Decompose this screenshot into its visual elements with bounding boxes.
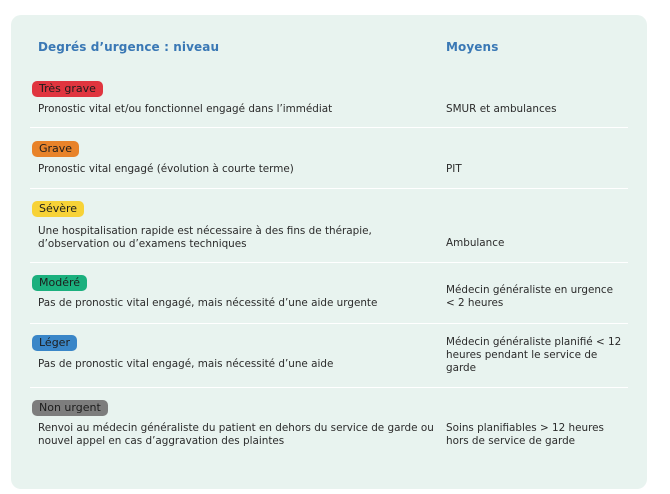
table-row bbox=[30, 141, 628, 187]
table-row bbox=[30, 335, 628, 387]
level-means: Soins planifiables > 12 heures hors de service de garde bbox=[446, 422, 604, 447]
urgency-table-card bbox=[11, 15, 647, 489]
level-means: Médecin généraliste planifié < 12 heures pendant le service de garde bbox=[446, 336, 622, 374]
level-means: Ambulance bbox=[446, 237, 505, 249]
table-row bbox=[30, 400, 628, 460]
row-divider bbox=[30, 387, 628, 388]
level-means: Médecin généraliste en urgence < 2 heures bbox=[446, 284, 614, 309]
row-divider bbox=[30, 323, 628, 324]
level-description: Pronostic vital engagé (évolution à courte terme) bbox=[38, 163, 294, 175]
level-description: Pas de pronostic vital engagé, mais nécessité d’une aide urgente bbox=[38, 297, 378, 309]
level-description: Renvoi au médecin généraliste du patient en dehors du service de garde ou nouvel appel en cas d’aggravation des plaintes bbox=[38, 422, 434, 447]
level-badge: Très grave bbox=[32, 81, 103, 97]
level-badge: Léger bbox=[32, 335, 77, 351]
level-description: Pronostic vital et/ou fonctionnel engagé dans l’immédiat bbox=[38, 103, 333, 115]
level-description: Une hospitalisation rapide est nécessaire à des fins de thérapie, d’observation ou d’examens techniques bbox=[38, 225, 372, 250]
level-badge: Modéré bbox=[32, 275, 87, 291]
level-badge: Sévère bbox=[32, 201, 84, 217]
level-means: SMUR et ambulances bbox=[446, 103, 557, 115]
level-badge: Grave bbox=[32, 141, 79, 157]
row-divider bbox=[30, 188, 628, 189]
level-badge: Non urgent bbox=[32, 400, 108, 416]
level-means: PIT bbox=[446, 163, 462, 175]
table-row bbox=[30, 201, 628, 263]
row-divider bbox=[30, 262, 628, 263]
row-divider bbox=[30, 127, 628, 128]
level-description: Pas de pronostic vital engagé, mais nécessité d’une aide bbox=[38, 358, 334, 370]
table-row bbox=[30, 275, 628, 323]
header-level: Degrés d’urgence : niveau bbox=[38, 40, 220, 54]
header-means: Moyens bbox=[446, 40, 499, 54]
table-row bbox=[30, 81, 628, 127]
